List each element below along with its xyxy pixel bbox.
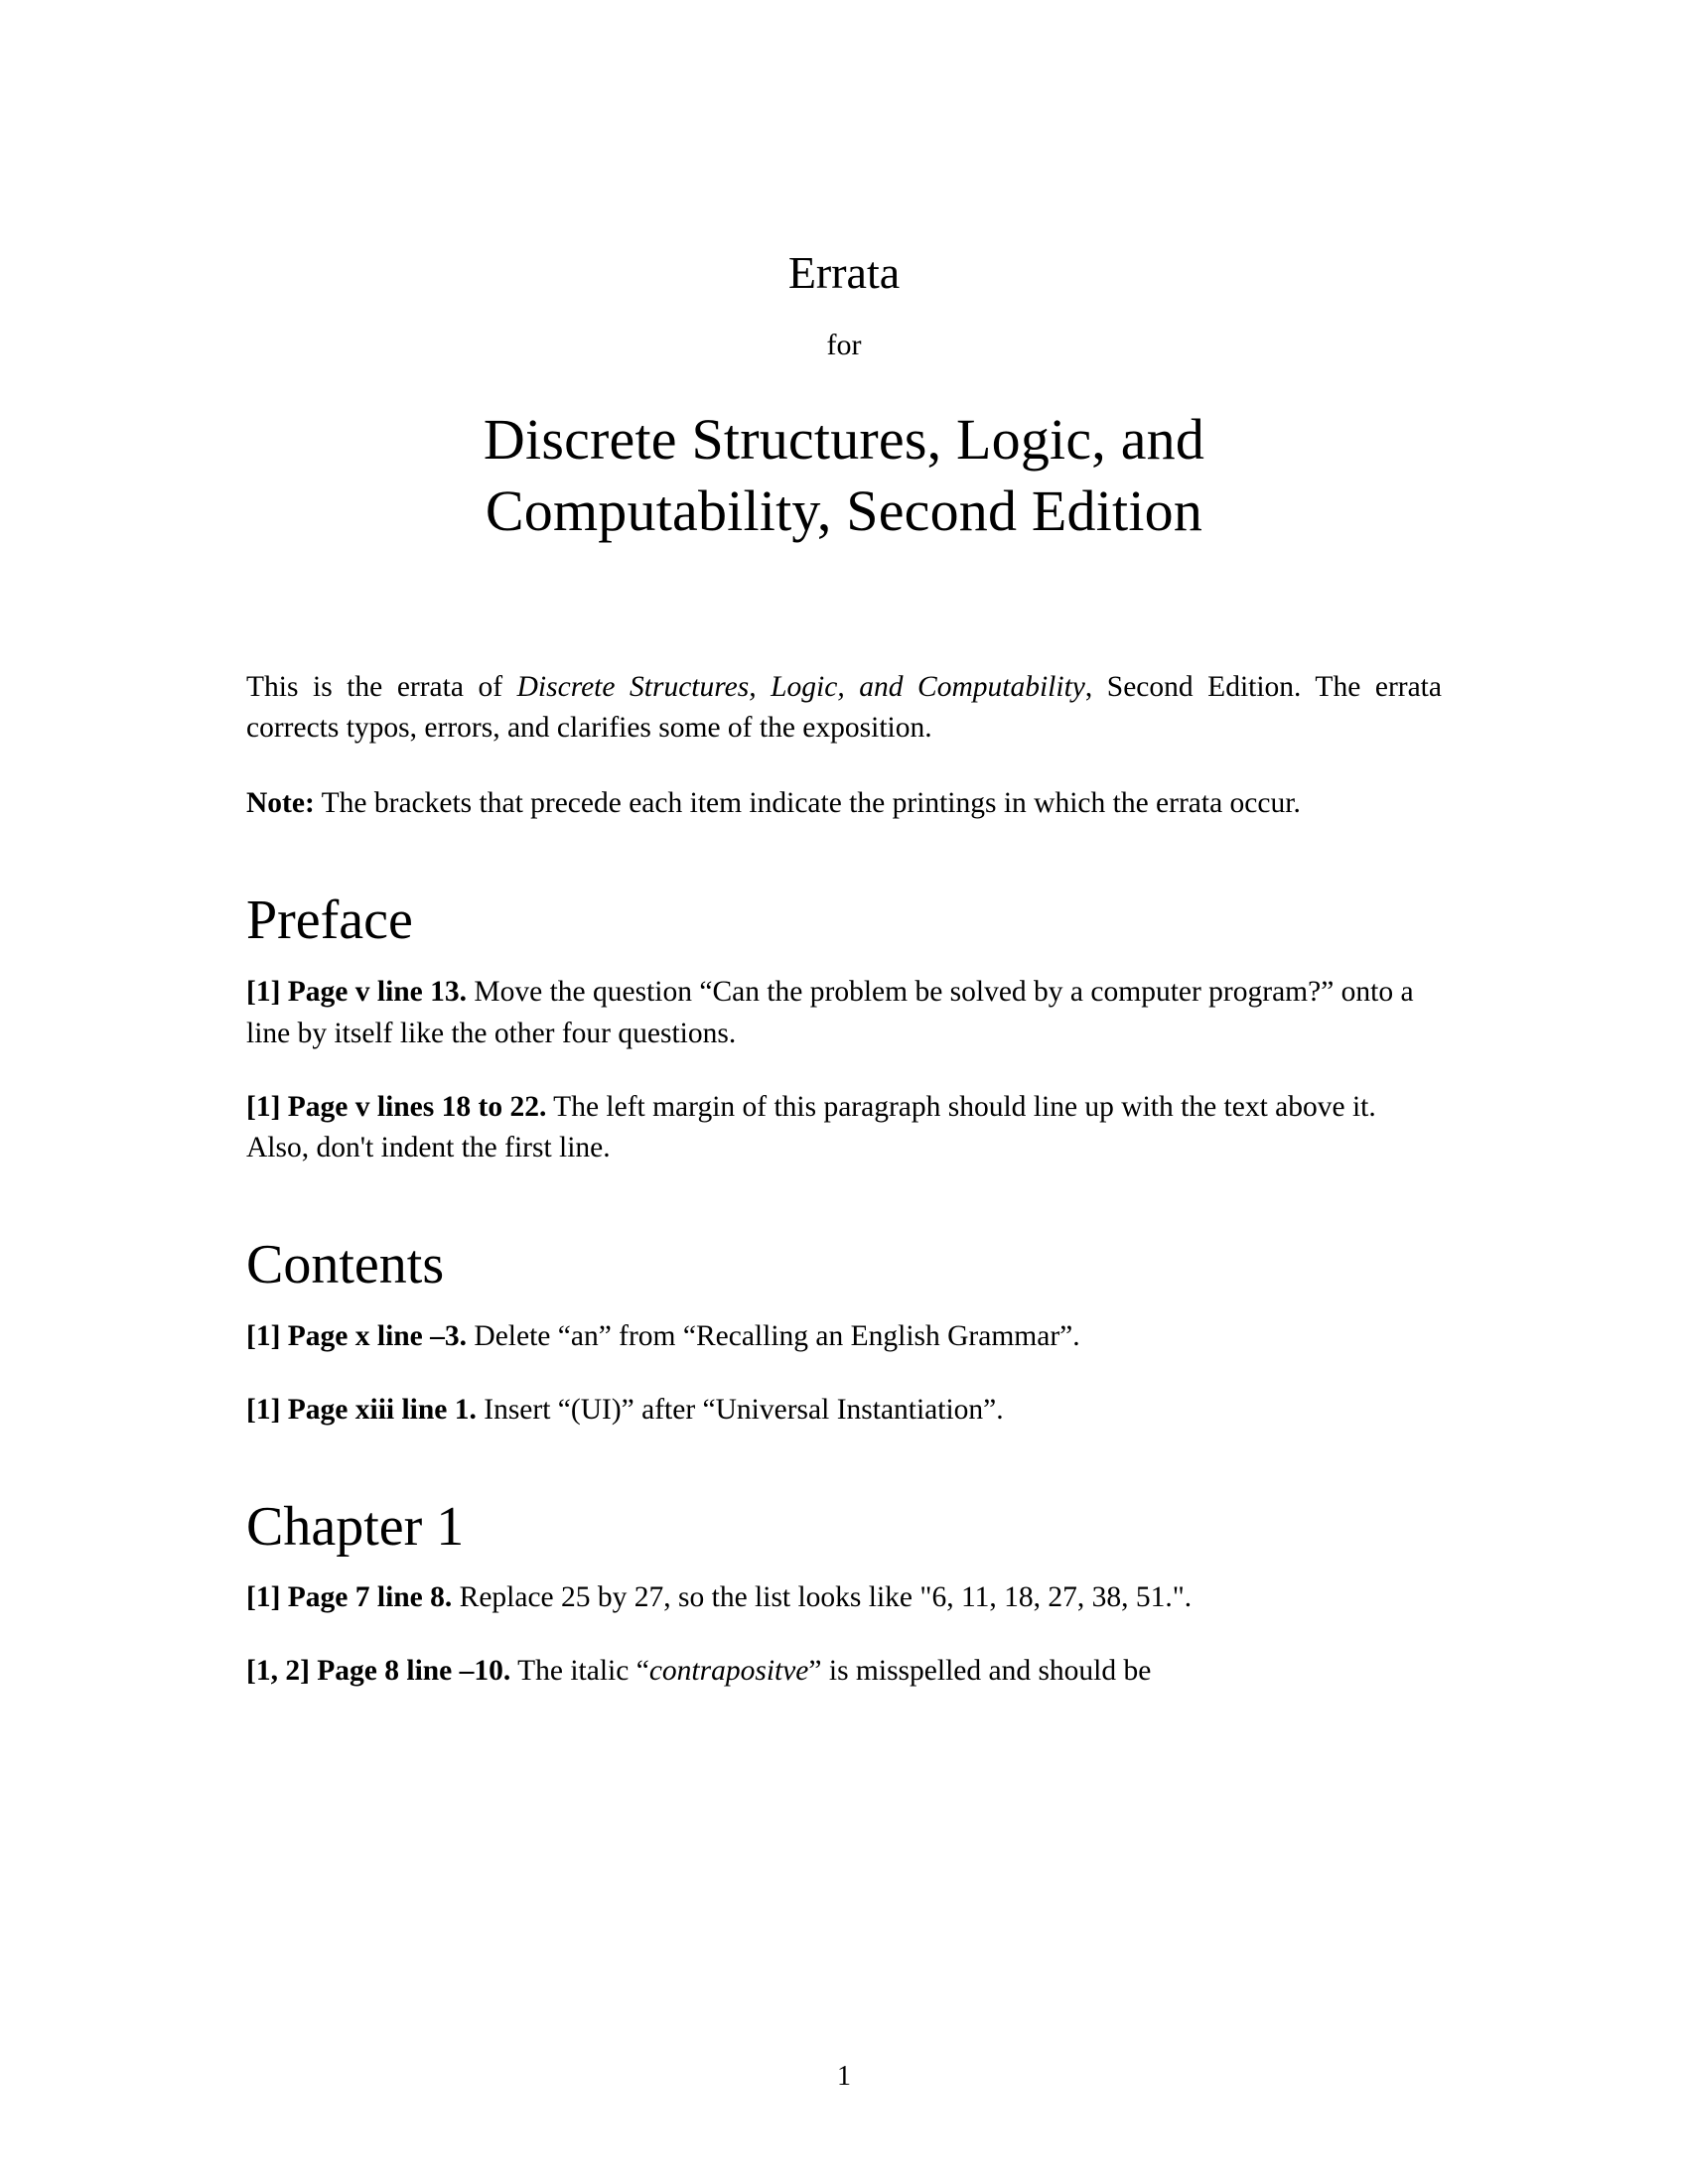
intro-lead-italic: Discrete Structures, Logic, and Computability bbox=[516, 670, 1085, 703]
page-number: 1 bbox=[837, 2061, 851, 2092]
errata-text-italic: contrapositve bbox=[648, 1655, 809, 1688]
subtitle-line-1: Discrete Structures, Logic, and bbox=[483, 406, 1205, 472]
page-title: Errata bbox=[787, 247, 901, 298]
section-heading-chapter-1: Chapter 1 bbox=[246, 1495, 465, 1558]
errata-text: Delete “an” from “Recalling an English Grammar”. bbox=[467, 1319, 1080, 1352]
errata-text: Replace 25 by 27, so the list looks like "6, 11, 18, 27, 38, 51.". bbox=[452, 1581, 1193, 1614]
errata-reference: [1, 2] Page 8 line –10. bbox=[246, 1655, 511, 1688]
title-for-label: for bbox=[826, 328, 862, 361]
intro-lead-suffix: , Second Edition. The errata corrects typos, errors, and clarifies some of the exposition. bbox=[246, 670, 1442, 745]
errata-text: Move the question “Can the problem be solved by a computer program?” onto a line by itself like the other four questions. bbox=[246, 975, 1414, 1049]
errata-reference: [1] Page x line –3. bbox=[246, 1319, 468, 1352]
errata-entry bbox=[246, 972, 1442, 1055]
errata-entry bbox=[246, 1316, 1442, 1358]
errata-text-suffix: ” is misspelled and should be bbox=[808, 1655, 1152, 1688]
errata-entry bbox=[246, 1087, 1442, 1170]
errata-reference: [1] Page xiii line 1. bbox=[246, 1393, 477, 1426]
document-subtitle bbox=[246, 404, 1442, 548]
note-label: Note: bbox=[246, 787, 315, 820]
intro-lead-prefix: This is the errata of bbox=[246, 670, 517, 703]
errata-entry bbox=[246, 1651, 1442, 1693]
intro-block bbox=[246, 667, 1442, 826]
errata-text-prefix: The italic “ bbox=[510, 1655, 649, 1688]
errata-reference: [1] Page v line 13. bbox=[246, 975, 468, 1008]
errata-entry bbox=[246, 1577, 1442, 1619]
errata-text: The left margin of this paragraph should line up with the text above it. Also, don't indent the first line. bbox=[246, 1090, 1376, 1164]
note-text: The brackets that precede each item indicate the printings in which the errata occur. bbox=[314, 787, 1301, 820]
errata-entry bbox=[246, 1390, 1442, 1432]
subtitle-line-2: Computability, Second Edition bbox=[485, 478, 1203, 544]
errata-reference: [1] Page v lines 18 to 22. bbox=[246, 1090, 547, 1123]
note-paragraph bbox=[246, 783, 1442, 825]
errata-text: Insert “(UI)” after “Universal Instantiation”. bbox=[476, 1393, 1004, 1426]
errata-reference: [1] Page 7 line 8. bbox=[246, 1581, 453, 1614]
section-heading-preface: Preface bbox=[246, 889, 413, 952]
section-heading-contents: Contents bbox=[246, 1234, 445, 1297]
intro-paragraph bbox=[246, 667, 1442, 751]
